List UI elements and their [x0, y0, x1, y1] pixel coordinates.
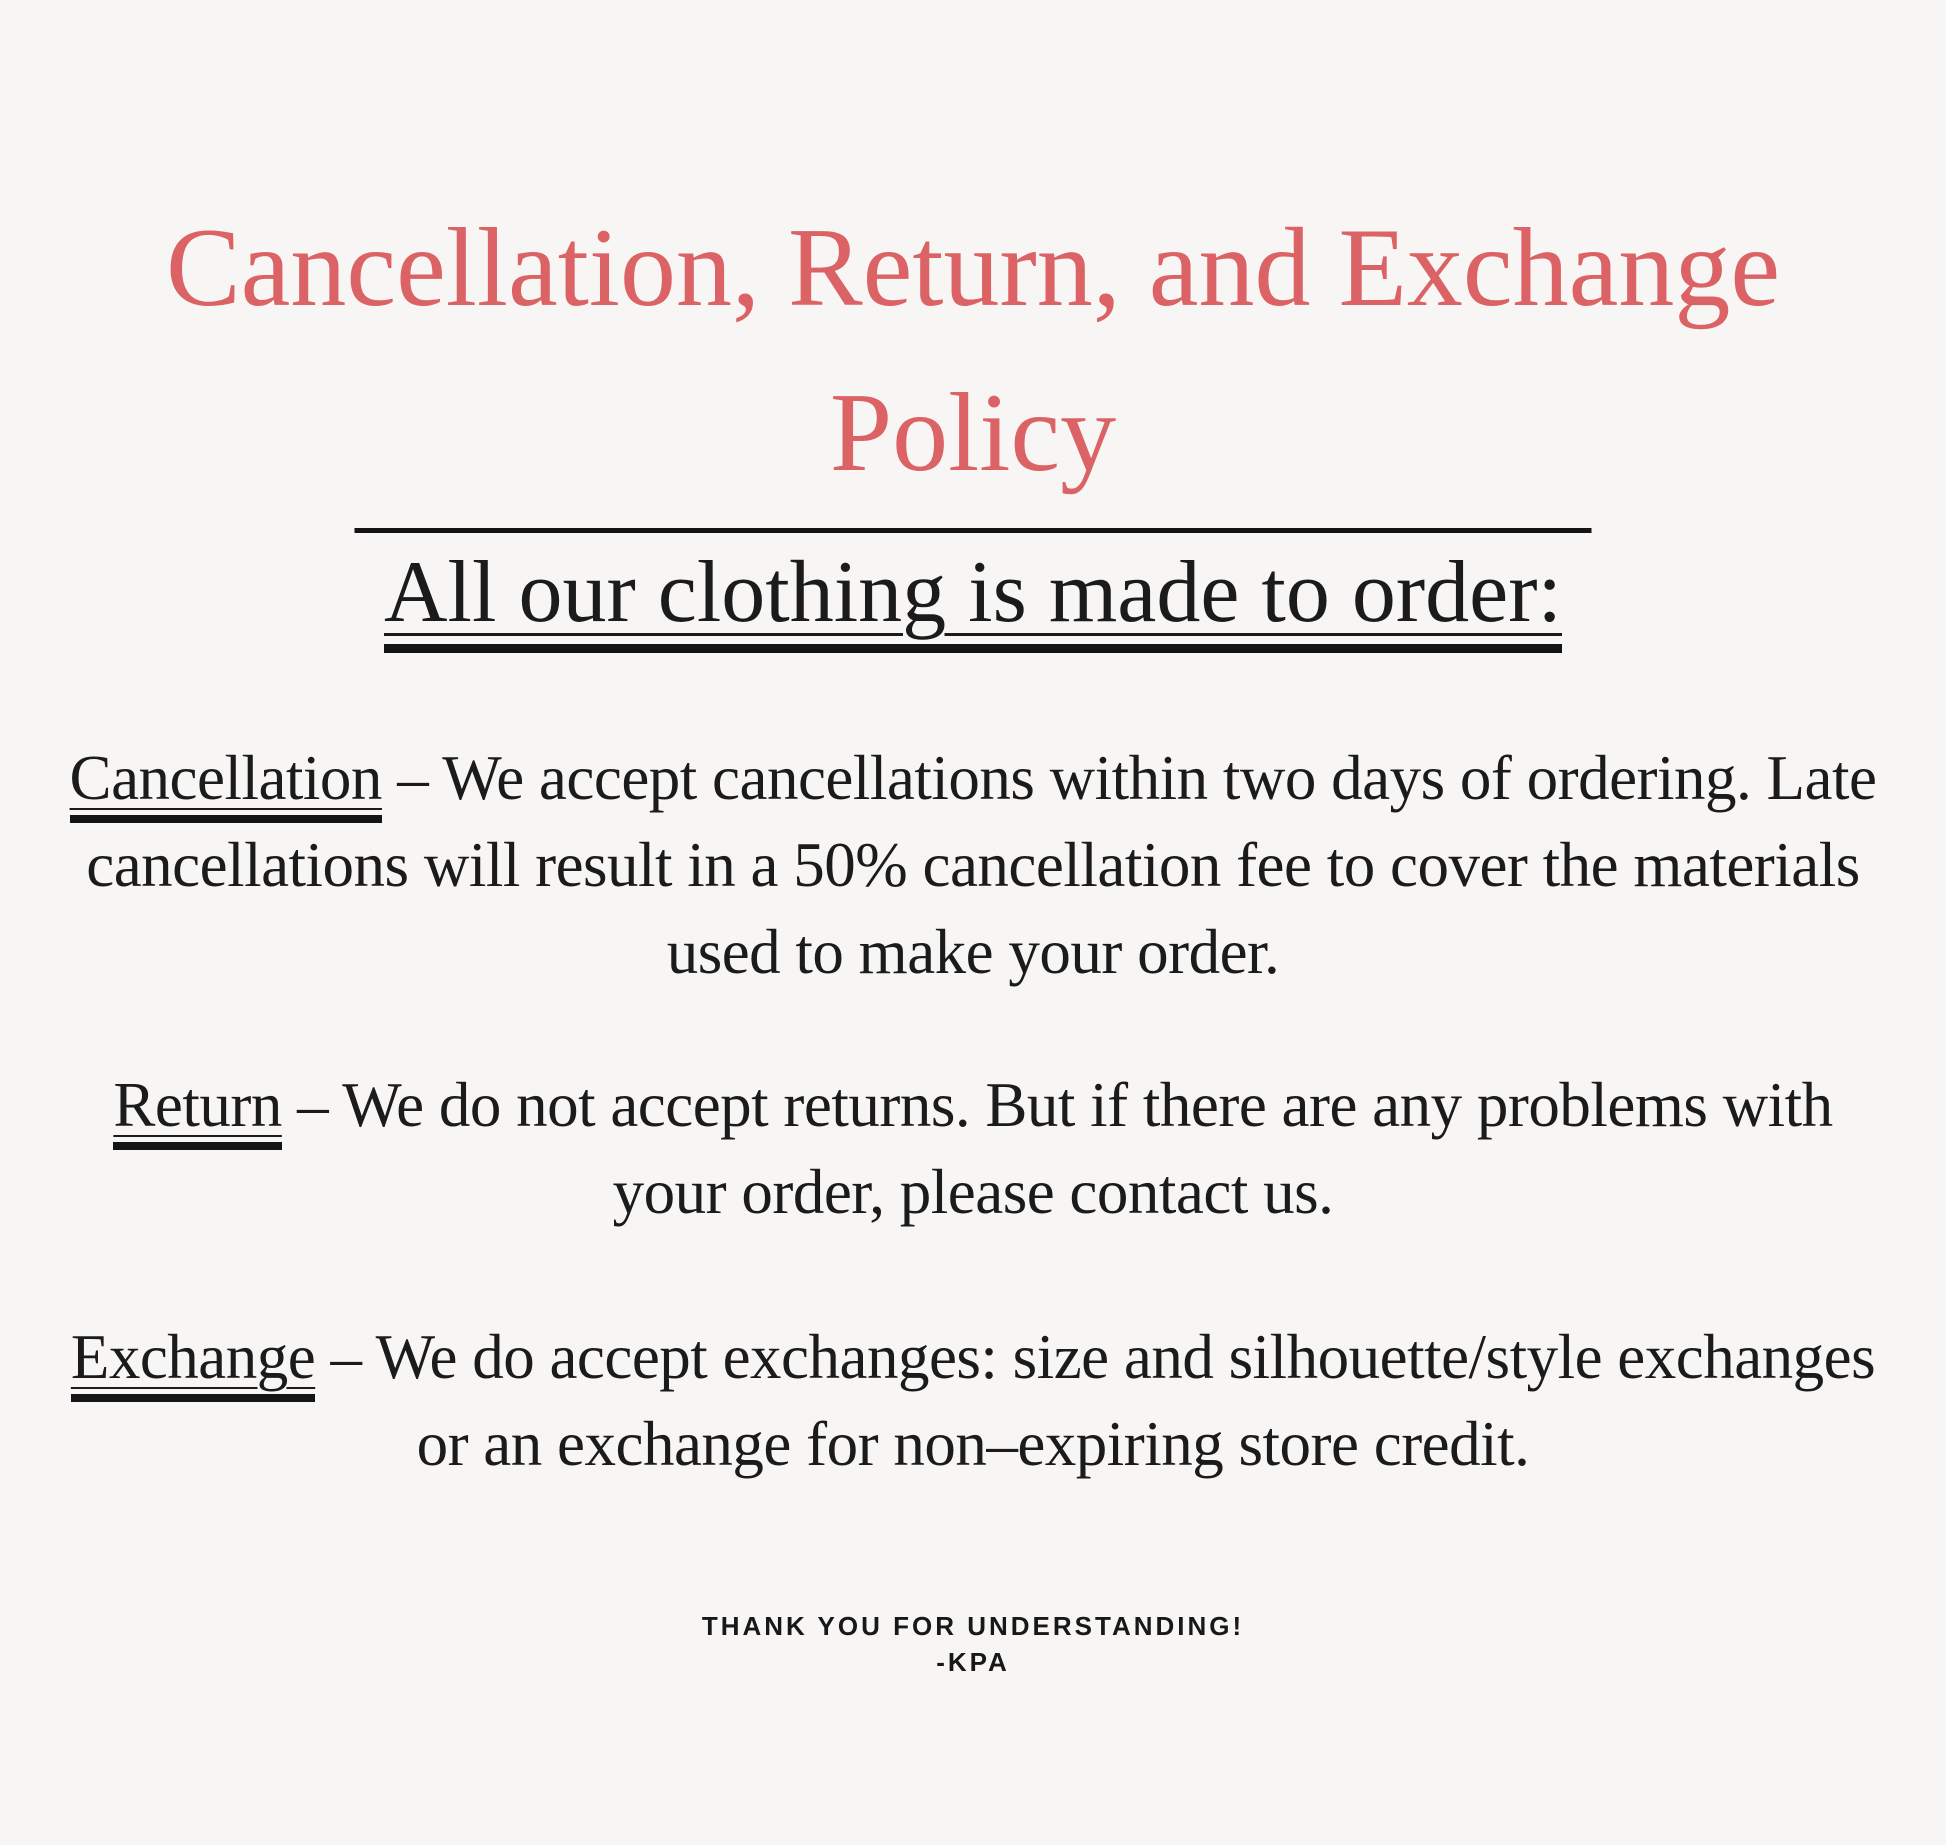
subtitle-text: All our clothing is made to order:	[384, 544, 1562, 653]
footer-thanks: THANK YOU FOR UNDERSTANDING!	[701, 1611, 1245, 1641]
policy-exchange-text: – We do accept exchanges: size and silhouette/style exchanges or an exchange for non–expiring store credit.	[315, 1322, 1876, 1479]
policy-cancellation-text: – We accept cancellations within two days of ordering. Late cancellations will result in a 50% cancellation fee to cover the materials used to make your order.	[86, 743, 1877, 987]
policy-cancellation-term: Cancellation	[70, 743, 382, 823]
title-line-2: Policy	[829, 371, 1117, 495]
title-line-1: Cancellation, Return, and Exchange	[165, 206, 1781, 330]
policy-return	[63, 1062, 1883, 1236]
policy-exchange-term: Exchange	[71, 1322, 315, 1402]
title-divider	[355, 528, 1592, 533]
policy-return-term: Return	[113, 1070, 281, 1150]
policy-return-text: – We do not accept returns. But if there are any problems with your order, please contact us.	[281, 1070, 1833, 1227]
page-title	[0, 186, 1946, 516]
footer-signature: -KPA	[936, 1647, 1010, 1677]
policy-exchange	[63, 1314, 1883, 1488]
subtitle	[0, 540, 1946, 646]
footer	[0, 1608, 1946, 1680]
policy-cancellation	[63, 735, 1883, 996]
